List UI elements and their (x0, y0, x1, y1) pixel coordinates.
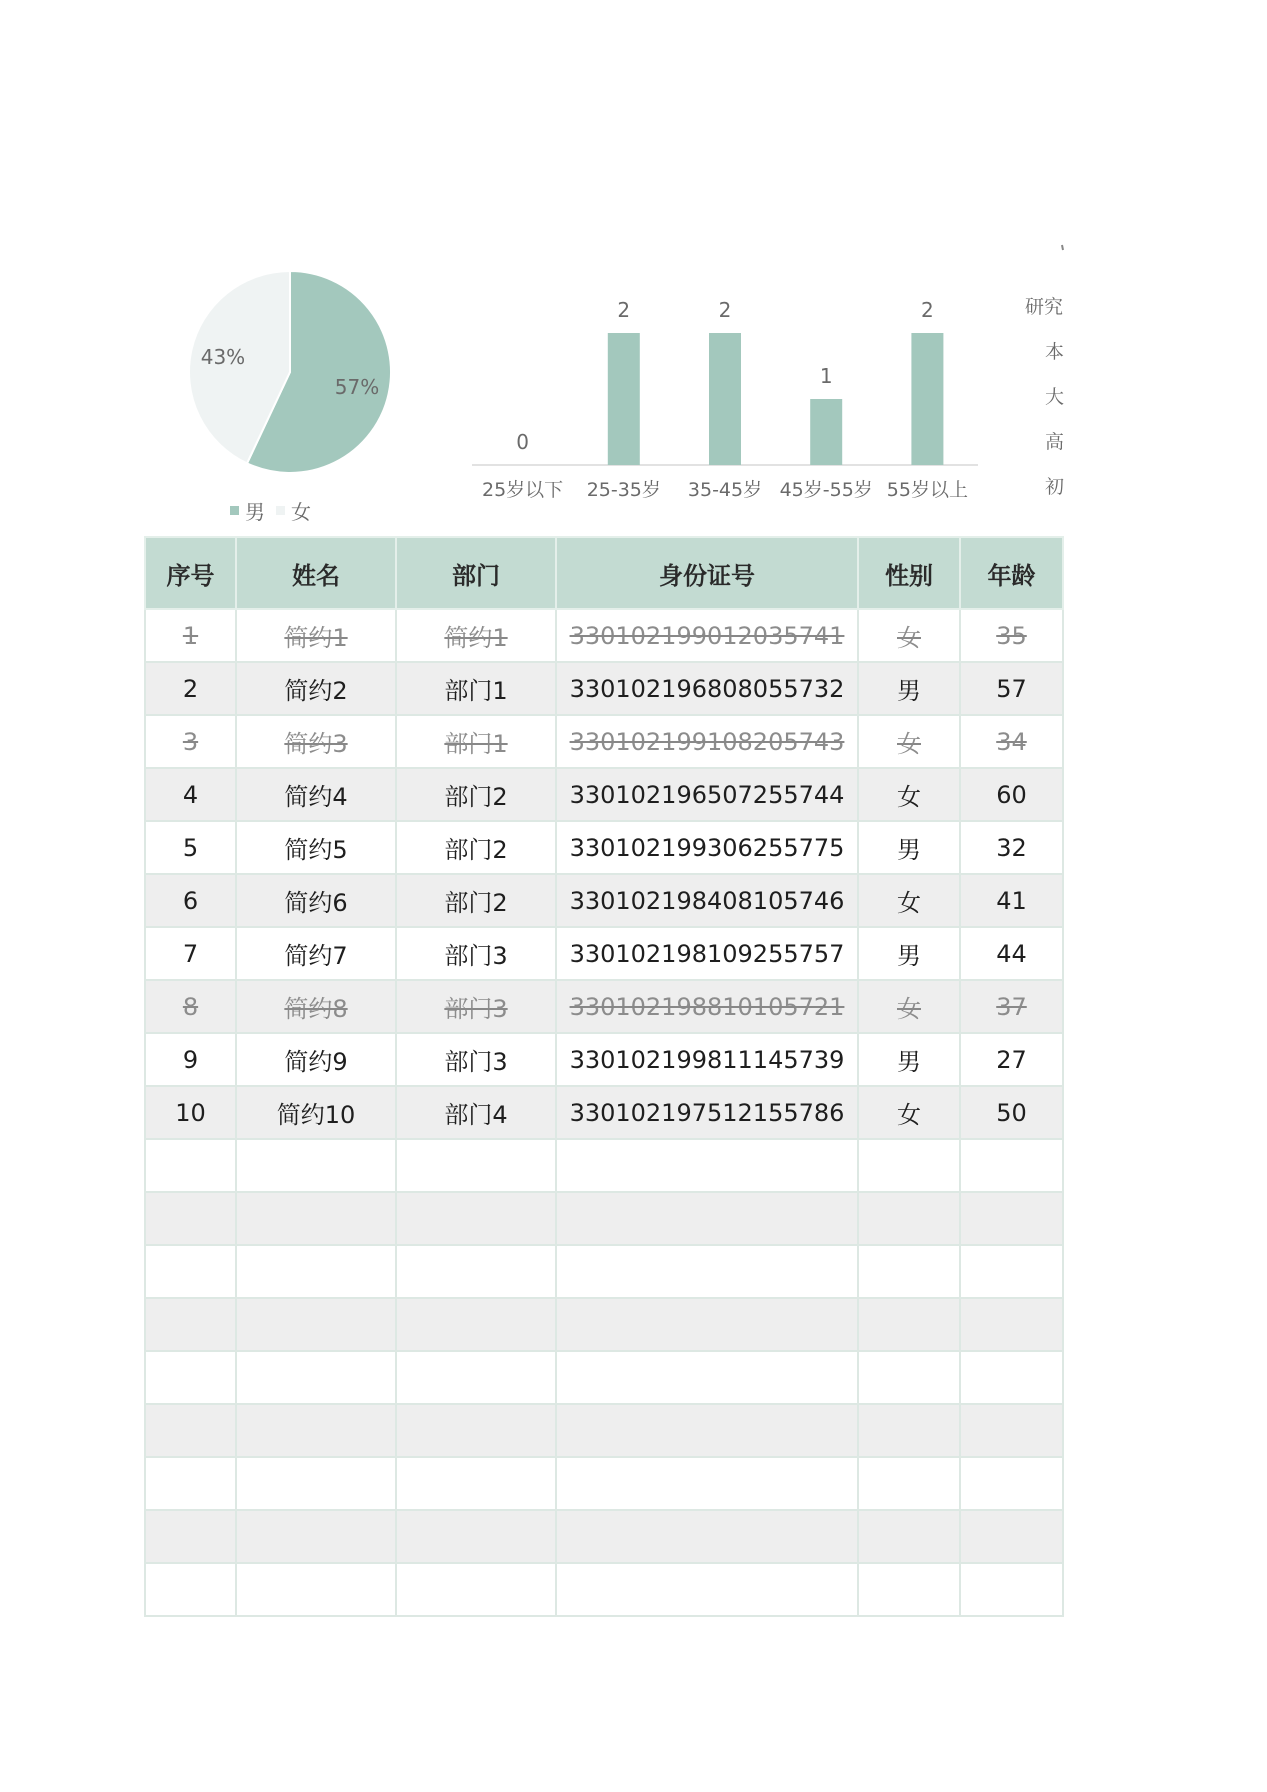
header-id-number: 身份证号 (556, 537, 858, 609)
table-row (145, 980, 1063, 1033)
cell-age: 57 (960, 662, 1063, 715)
cell-department: 部门2 (396, 874, 556, 927)
cell-department (396, 1563, 556, 1616)
age-bar-chart (472, 298, 978, 501)
cell-name: 简约2 (236, 662, 396, 715)
cell-index: 6 (145, 874, 236, 927)
table-row (145, 1033, 1063, 1086)
cell-name: 简约7 (236, 927, 396, 980)
cell-age (960, 1404, 1063, 1457)
bar-data-label-0: 0 (516, 430, 529, 454)
cell-gender: 女 (858, 768, 960, 821)
cell-department: 部门1 (396, 662, 556, 715)
cell-id-number: 330102196507255744 (556, 768, 858, 821)
cell-name (236, 1245, 396, 1298)
cell-age: 35 (960, 609, 1063, 662)
cell-id-number (556, 1404, 858, 1457)
cell-gender (858, 1563, 960, 1616)
cell-age (960, 1245, 1063, 1298)
cell-gender (858, 1139, 960, 1192)
cell-id-number (556, 1351, 858, 1404)
table-row (145, 1086, 1063, 1139)
cell-gender (858, 1245, 960, 1298)
cell-id-number (556, 1510, 858, 1563)
bar-category-label-4: 55岁以上 (886, 479, 968, 501)
cell-age (960, 1139, 1063, 1192)
table-row (145, 821, 1063, 874)
cell-index: 1 (145, 609, 236, 662)
cell-id-number: 330102198408105746 (556, 874, 858, 927)
cell-name: 简约5 (236, 821, 396, 874)
cell-gender: 女 (858, 609, 960, 662)
cell-department (396, 1192, 556, 1245)
legend-swatch-female (276, 506, 285, 515)
cell-index (145, 1563, 236, 1616)
cell-name: 简约10 (236, 1086, 396, 1139)
bar-category-label-2: 35-45岁 (687, 479, 763, 501)
cell-id-number (556, 1563, 858, 1616)
cell-age: 34 (960, 715, 1063, 768)
bar-category-label-1: 25-35岁 (586, 479, 661, 501)
cell-department: 部门3 (396, 980, 556, 1033)
bar-data-label-2: 2 (718, 298, 732, 322)
cell-gender (858, 1298, 960, 1351)
header-age: 年龄 (960, 537, 1063, 609)
pie-data-label-0: 57% (334, 374, 380, 399)
table-row-empty (145, 1139, 1063, 1192)
cell-department: 部门1 (396, 715, 556, 768)
cell-name: 简约6 (236, 874, 396, 927)
table-row-empty (145, 1245, 1063, 1298)
cell-gender: 女 (858, 980, 960, 1033)
cell-index: 5 (145, 821, 236, 874)
education-label-2: 大 (1045, 386, 1065, 408)
bar-data-label-4: 2 (921, 298, 934, 322)
bar-category-label-3: 45岁-55岁 (779, 479, 873, 501)
cell-id-number (556, 1139, 858, 1192)
cell-id-number (556, 1192, 858, 1245)
cell-department (396, 1245, 556, 1298)
employee-table-wrap (144, 536, 1062, 1617)
employee-table (144, 536, 1064, 1617)
education-label-0: 研究 (1025, 296, 1064, 318)
charts-area (0, 0, 1267, 560)
cell-name (236, 1563, 396, 1616)
cell-age: 27 (960, 1033, 1063, 1086)
cell-name (236, 1192, 396, 1245)
pie-data-label-1: 43% (200, 345, 246, 370)
clipped-title-fragment (1062, 245, 1063, 250)
cell-age (960, 1351, 1063, 1404)
cell-name: 简约3 (236, 715, 396, 768)
table-row-empty (145, 1510, 1063, 1563)
table-row-empty (145, 1563, 1063, 1616)
education-label-3: 高 (1045, 431, 1065, 453)
cell-gender: 女 (858, 715, 960, 768)
cell-index (145, 1192, 236, 1245)
cell-department (396, 1510, 556, 1563)
cell-gender: 女 (858, 874, 960, 927)
header-gender: 性别 (858, 537, 960, 609)
table-row (145, 715, 1063, 768)
education-label-1: 本 (1045, 341, 1065, 363)
cell-index: 3 (145, 715, 236, 768)
cell-id-number: 330102196808055732 (556, 662, 858, 715)
cell-name (236, 1404, 396, 1457)
table-row-empty (145, 1298, 1063, 1351)
cell-id-number (556, 1245, 858, 1298)
table-row (145, 927, 1063, 980)
education-label-4: 初 (1045, 476, 1065, 498)
cell-index (145, 1351, 236, 1404)
cell-gender: 男 (858, 821, 960, 874)
table-header-row (145, 537, 1063, 609)
cell-department (396, 1404, 556, 1457)
cell-age: 32 (960, 821, 1063, 874)
cell-age (960, 1563, 1063, 1616)
cell-gender (858, 1457, 960, 1510)
cell-gender: 男 (858, 662, 960, 715)
cell-name: 简约8 (236, 980, 396, 1033)
cell-age (960, 1298, 1063, 1351)
cell-name (236, 1351, 396, 1404)
cell-id-number (556, 1298, 858, 1351)
cell-index (145, 1510, 236, 1563)
cell-age: 44 (960, 927, 1063, 980)
cell-name (236, 1457, 396, 1510)
table-row (145, 874, 1063, 927)
cell-index (145, 1457, 236, 1510)
legend-swatch-male (230, 506, 239, 515)
table-row-empty (145, 1192, 1063, 1245)
cell-department (396, 1351, 556, 1404)
education-chart-clipped (1025, 245, 1064, 498)
bar-2 (709, 333, 741, 465)
cell-index (145, 1404, 236, 1457)
cell-department (396, 1457, 556, 1510)
legend-label-male: 男 (245, 500, 265, 524)
cell-department (396, 1298, 556, 1351)
cell-name (236, 1298, 396, 1351)
cell-id-number: 330102198810105721 (556, 980, 858, 1033)
cell-index (145, 1245, 236, 1298)
cell-age: 37 (960, 980, 1063, 1033)
cell-index (145, 1139, 236, 1192)
cell-department (396, 1139, 556, 1192)
cell-name: 简约9 (236, 1033, 396, 1086)
header-name: 姓名 (236, 537, 396, 609)
cell-index: 4 (145, 768, 236, 821)
cell-id-number: 330102199811145739 (556, 1033, 858, 1086)
bar-4 (911, 333, 943, 465)
cell-age: 60 (960, 768, 1063, 821)
cell-gender (858, 1351, 960, 1404)
cell-id-number: 330102199012035741 (556, 609, 858, 662)
header-index: 序号 (145, 537, 236, 609)
bar-data-label-1: 2 (617, 298, 631, 322)
cell-age (960, 1510, 1063, 1563)
cell-index: 2 (145, 662, 236, 715)
cell-index: 7 (145, 927, 236, 980)
cell-id-number: 330102199108205743 (556, 715, 858, 768)
cell-index (145, 1298, 236, 1351)
cell-department: 部门2 (396, 821, 556, 874)
cell-id-number: 330102199306255775 (556, 821, 858, 874)
cell-gender: 男 (858, 927, 960, 980)
table-row (145, 662, 1063, 715)
gender-pie-chart (189, 271, 391, 473)
cell-age: 50 (960, 1086, 1063, 1139)
table-row-empty (145, 1351, 1063, 1404)
header-department: 部门 (396, 537, 556, 609)
cell-department: 简约1 (396, 609, 556, 662)
bar-3 (810, 399, 842, 465)
cell-index: 8 (145, 980, 236, 1033)
cell-gender: 男 (858, 1033, 960, 1086)
cell-department: 部门3 (396, 927, 556, 980)
pie-legend (230, 500, 311, 524)
table-row (145, 768, 1063, 821)
cell-gender: 女 (858, 1086, 960, 1139)
cell-name: 简约4 (236, 768, 396, 821)
bar-category-label-0: 25岁以下 (482, 479, 564, 501)
cell-index: 10 (145, 1086, 236, 1139)
table-body (145, 609, 1063, 1616)
cell-age (960, 1192, 1063, 1245)
table-row-empty (145, 1404, 1063, 1457)
cell-gender (858, 1192, 960, 1245)
cell-gender (858, 1404, 960, 1457)
cell-id-number: 330102197512155786 (556, 1086, 858, 1139)
cell-department: 部门4 (396, 1086, 556, 1139)
cell-name (236, 1139, 396, 1192)
table-row-empty (145, 1457, 1063, 1510)
bar-data-label-3: 1 (819, 364, 833, 388)
cell-index: 9 (145, 1033, 236, 1086)
bar-1 (608, 333, 640, 465)
cell-department: 部门3 (396, 1033, 556, 1086)
cell-age: 41 (960, 874, 1063, 927)
cell-id-number (556, 1457, 858, 1510)
cell-department: 部门2 (396, 768, 556, 821)
cell-name (236, 1510, 396, 1563)
table-row (145, 609, 1063, 662)
cell-gender (858, 1510, 960, 1563)
cell-age (960, 1457, 1063, 1510)
cell-name: 简约1 (236, 609, 396, 662)
legend-label-female: 女 (291, 500, 311, 524)
cell-id-number: 330102198109255757 (556, 927, 858, 980)
